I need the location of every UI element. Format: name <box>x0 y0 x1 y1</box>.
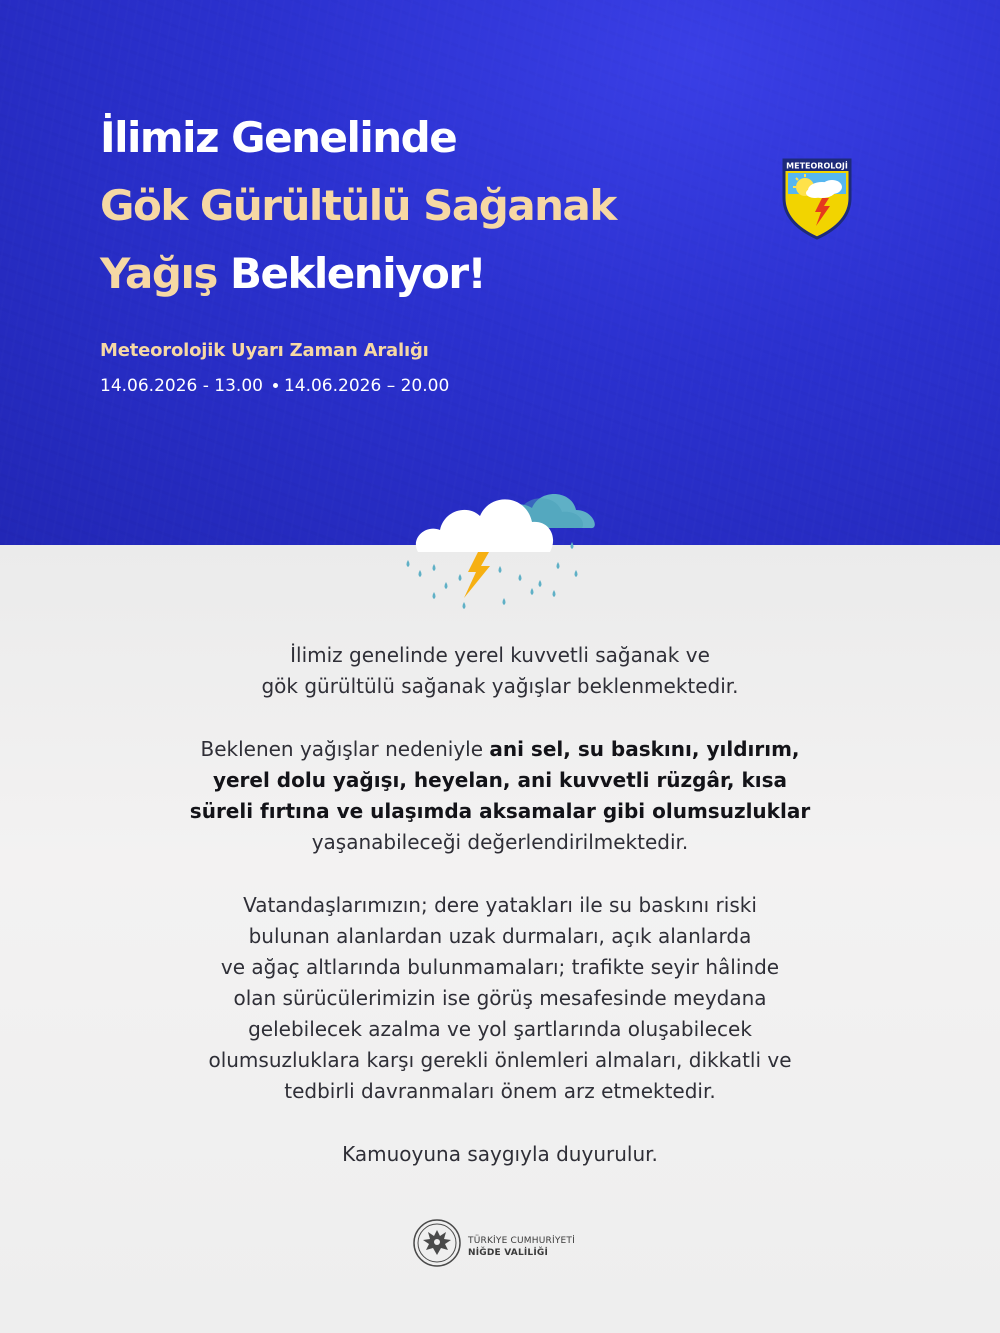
p2-bold-1: ani sel, su baskını, yıldırım, <box>489 737 800 761</box>
p2-bold-3: süreli fırtına ve ulaşımda aksamalar gibi olumsuzluklar <box>189 799 811 823</box>
state-seal-icon <box>412 1218 462 1268</box>
p3-line: Vatandaşlarımızın; dere yatakları ile su baskını riski <box>243 893 757 917</box>
p3-line: olumsuzluklara karşı gerekli önlemleri almaları, dikkatli ve <box>208 1048 792 1072</box>
p3-line: olan sürücülerimizin ise görüş mesafesinde meydana <box>233 986 767 1010</box>
separator-dot <box>273 383 278 388</box>
paragraph-1 <box>100 640 900 702</box>
p3-line: tedbirli davranmaları önem arz etmektedir. <box>284 1079 716 1103</box>
p2-end: yaşanabileceği değerlendirilmektedir. <box>311 830 689 854</box>
announcement-body <box>100 640 900 1202</box>
range-start: 14.06.2026 - 13.00 <box>100 376 263 396</box>
paragraph-3 <box>100 890 900 1107</box>
p3-line: ve ağaç altlarında bulunmamaları; trafikte seyir hâlinde <box>220 955 780 979</box>
p2-bold-2: yerel dolu yağışı, heyelan, ani kuvvetli rüzgâr, kısa <box>212 768 788 792</box>
logo-text: METEOROLOJİ <box>786 161 848 171</box>
meteoroloji-logo-icon <box>780 154 854 240</box>
footer-signature <box>412 1218 612 1270</box>
cloud-lightning-rain-icon <box>400 470 600 620</box>
paragraph-2 <box>100 734 900 858</box>
warning-range-label: Meteorolojik Uyarı Zaman Aralığı <box>100 340 429 361</box>
headline <box>100 104 800 308</box>
closing-line: Kamuoyuna saygıyla duyurulur. <box>342 1142 658 1166</box>
warning-range-values <box>100 376 449 396</box>
p3-line: bulunan alanlardan uzak durmaları, açık alanlarda <box>248 924 752 948</box>
org-line-2: NİĞDE VALİLİĞİ <box>468 1248 549 1258</box>
paragraph-4 <box>100 1139 900 1170</box>
p3-line: gelebilecek azalma ve yol şartlarında oluşabilecek <box>248 1017 752 1041</box>
range-end: 14.06.2026 – 20.00 <box>283 376 450 396</box>
p1-line-1: İlimiz genelinde yerel kuvvetli sağanak ve <box>290 643 710 667</box>
headline-highlight-word: Yağış <box>100 249 217 298</box>
p2-intro: Beklenen yağışlar nedeniyle <box>200 737 490 761</box>
headline-line-2: Gök Gürültülü Sağanak <box>100 181 616 230</box>
headline-line-1: İlimiz Genelinde <box>100 113 457 162</box>
org-line-1: TÜRKİYE CUMHURİYETİ <box>468 1236 575 1246</box>
headline-line-3: Bekleniyor! <box>216 249 486 298</box>
p1-line-2: gök gürültülü sağanak yağışlar beklenmektedir. <box>261 674 739 698</box>
